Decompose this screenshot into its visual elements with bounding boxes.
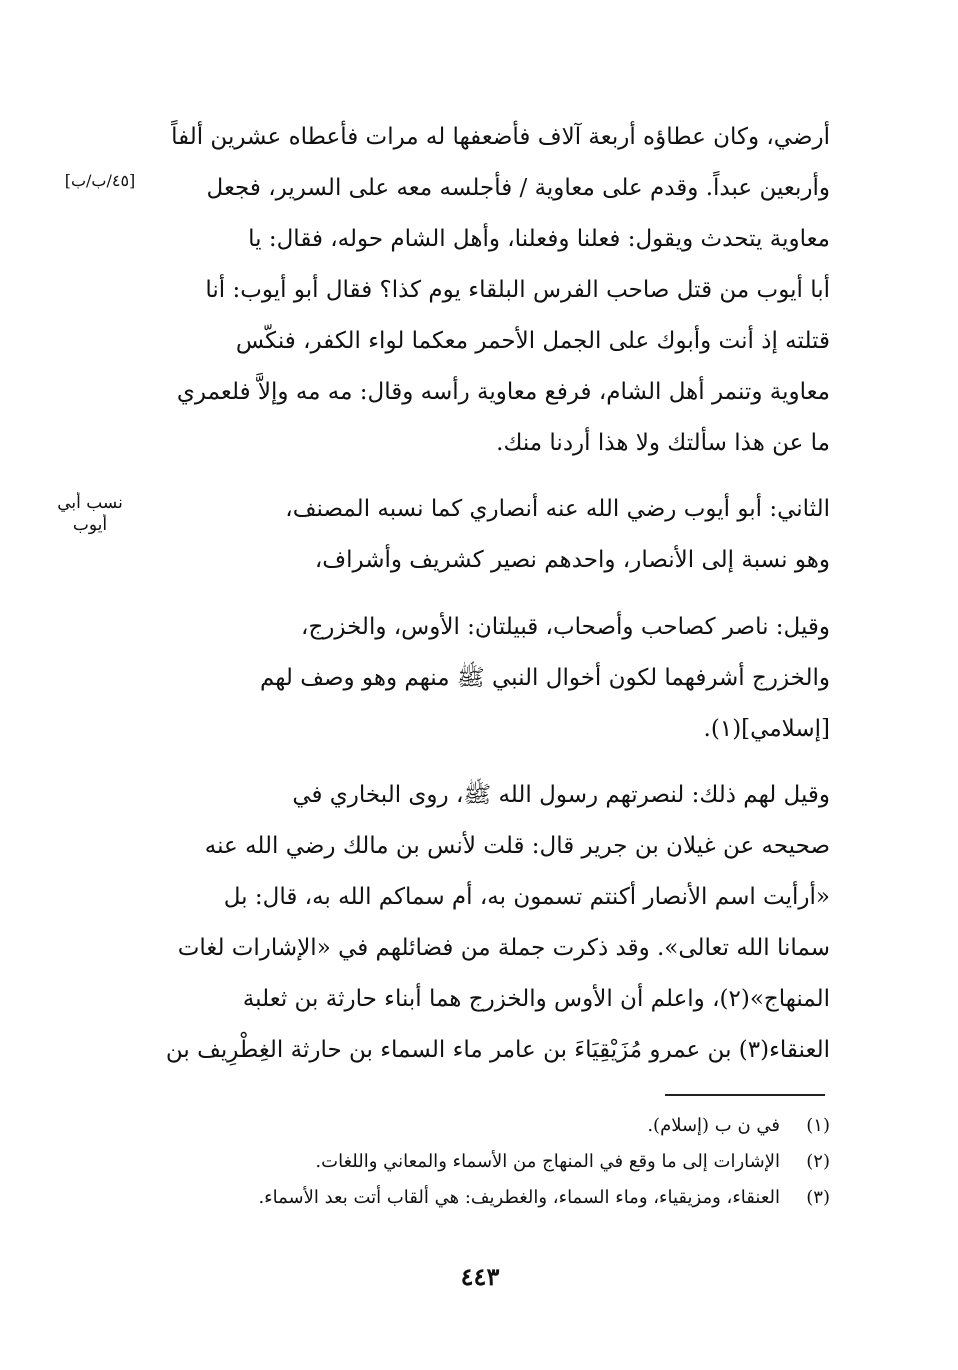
- text-line: وأربعين عبداً. وقدم على معاوية / فأجلسه معه على السرير، فجعل: [206, 175, 830, 201]
- footnote-divider: [665, 1094, 825, 1096]
- text-line: وهو نسبة إلى الأنصار، واحدهم نصير كشريف وأشراف،: [314, 547, 830, 573]
- text-line: ما عن هذا سألتك ولا هذا أردنا منك.: [496, 430, 830, 456]
- margin-section-title-line: أيوب: [72, 515, 108, 535]
- text-line: العنقاء(٣) بن عمرو مُزَيْقِيَاءَ بن عامر ماء السماء بن حارثة الغِطْرِيف بن: [165, 1037, 830, 1063]
- text-line: أبا أيوب من قتل صاحب الفرس البلقاء يوم كذا؟ فقال أبو أيوب: أنا: [205, 277, 830, 303]
- page-number: ٤٤٣: [460, 1262, 500, 1291]
- text-line: «أرأيت اسم الأنصار أكنتم تسمون به، أم سماكم الله به، قال: بل: [223, 884, 830, 910]
- footnote-number: (٢): [806, 1151, 830, 1172]
- text-line: معاوية يتحدث ويقول: فعلنا وفعلنا، وأهل الشام حوله، فقال: يا: [248, 226, 830, 252]
- text-line: والخزرج أشرفهما لكون أخوال النبي ﷺ منهم وهو وصف لهم: [259, 665, 830, 691]
- margin-section-title: [40, 492, 140, 536]
- footnote-text: العنقاء، ومزيقياء، وماء السماء، والغطريف: هي ألقاب أتت بعد الأسماء.: [258, 1187, 780, 1208]
- text-line: المنهاج»(٢)، واعلم أن الأوس والخزرج هما أبناء حارثة بن ثعلبة: [242, 986, 830, 1012]
- footnote-item: [160, 1180, 830, 1216]
- footnote-item: [160, 1108, 830, 1144]
- paragraph-1: [160, 112, 830, 469]
- text-line: أرضي، وكان عطاؤه أربعة آلاف فأضعفها له مرات فأعطاه عشرين ألفاً: [171, 124, 830, 150]
- text-line: وقيل: ناصر كصاحب وأصحاب، قبيلتان: الأوس، والخزرج،: [301, 614, 830, 640]
- footnote-number: (٣): [806, 1187, 830, 1208]
- paragraph-3: [160, 602, 830, 755]
- footnote-text: الإشارات إلى ما وقع في المنهاج من الأسماء والمعاني واللغات.: [315, 1151, 780, 1172]
- footnotes: [160, 1108, 830, 1216]
- paragraph-2: [160, 484, 830, 586]
- margin-section-title-line: نسب أبي: [57, 493, 123, 513]
- text-line: قتلته إذ أنت وأبوك على الجمل الأحمر معكما لواء الكفر، فنكّس: [235, 328, 830, 354]
- text-line: [إسلامي](١).: [703, 716, 830, 742]
- text-line: سمانا الله تعالى». وقد ذكرت جملة من فضائلهم في «الإشارات لغات: [177, 935, 830, 961]
- footnote-text: في ن ب (إسلام).: [647, 1115, 780, 1136]
- footnote-number: (١): [806, 1115, 830, 1136]
- text-line: وقيل لهم ذلك: لنصرتهم رسول الله ﷺ، روى البخاري في: [292, 782, 830, 808]
- text-line: صحيحه عن غيلان بن جرير قال: قلت لأنس بن مالك رضي الله عنه: [204, 833, 830, 859]
- paragraph-4: [160, 770, 830, 1076]
- margin-folio-reference: [٤٥/ب/ب]: [64, 171, 136, 190]
- footnote-item: [160, 1144, 830, 1180]
- text-line: معاوية وتنمر أهل الشام، فرفع معاوية رأسه وقال: مه مه وإلاَّ فلعمري: [176, 379, 830, 405]
- text-line: الثاني: أبو أيوب رضي الله عنه أنصاري كما نسبه المصنف،: [285, 496, 830, 522]
